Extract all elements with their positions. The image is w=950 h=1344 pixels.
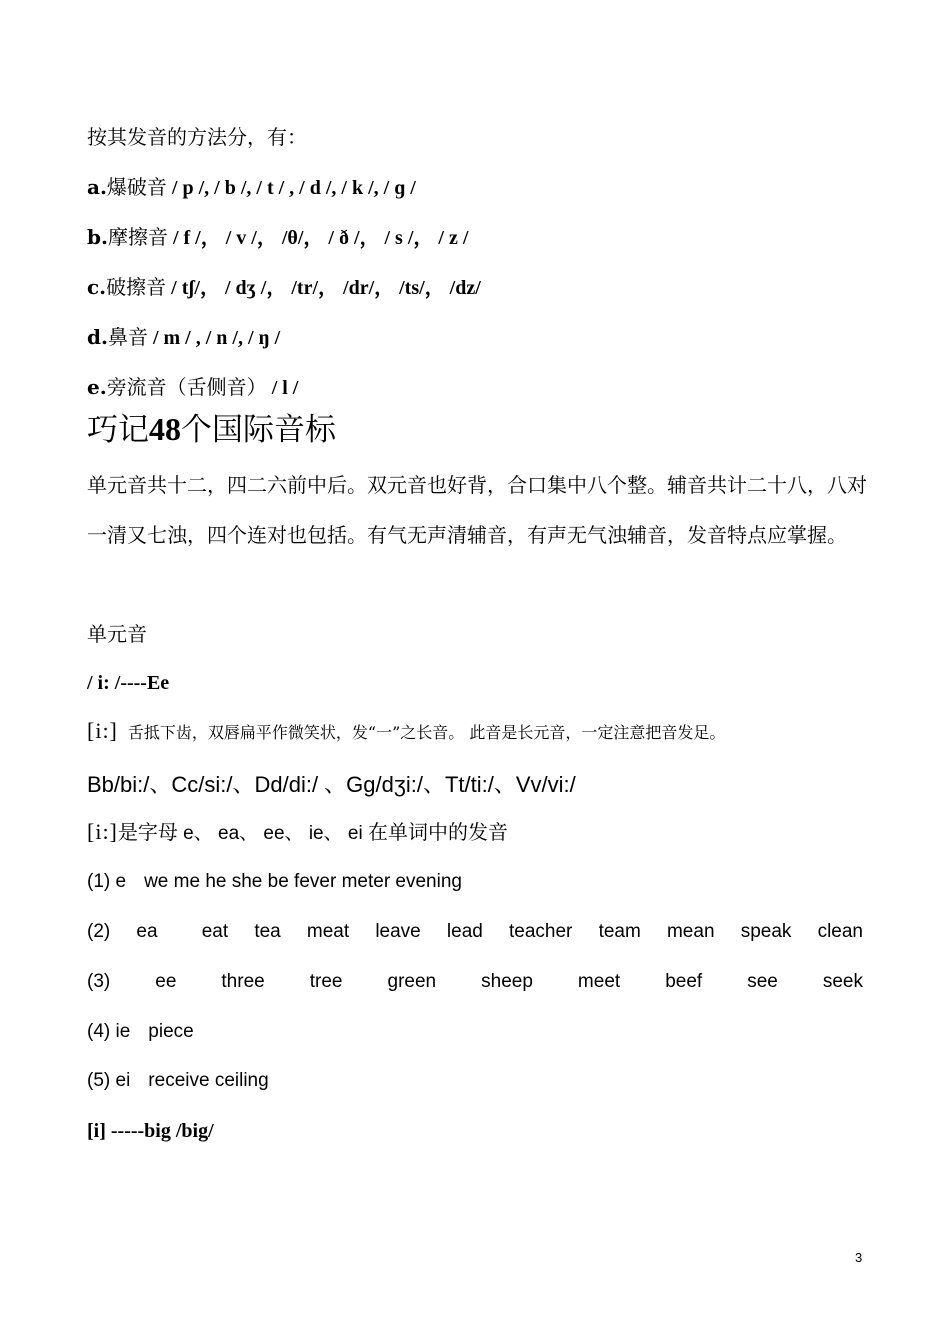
example-words: receive ceiling: [148, 1070, 269, 1091]
method-sounds: / l /: [266, 377, 299, 399]
methods-intro: 按其发音的方法分，有：: [87, 125, 307, 149]
method-letter: e.: [87, 375, 107, 399]
example-item: teacher: [509, 921, 573, 942]
example-item: (3): [87, 971, 111, 992]
example-row-2: [87, 921, 863, 943]
letters-line: Bb/bi:/、Cc/si:/、Dd/di:/ 、Gg/dʒi:/、Tt/ti:/、Vv/vi:/: [87, 772, 576, 797]
example-item: team: [598, 921, 641, 942]
method-name: 旁流音（舌侧音）: [106, 375, 267, 399]
example-item: tree: [309, 971, 343, 992]
example-item: see: [747, 971, 778, 992]
spelling-line: [87, 816, 508, 845]
ipa-symbol: [i:]: [87, 819, 118, 844]
method-fricative: [87, 221, 468, 250]
method-sounds: / tʃ/， / dʒ /， /tr/， /dr/， /ts/， /dz/: [166, 277, 481, 299]
method-name: 鼻音: [107, 325, 148, 349]
method-lateral: [87, 371, 298, 400]
example-item: seek: [822, 971, 863, 992]
method-sounds: / m / , / n /, / ŋ /: [147, 327, 281, 349]
title-number: 48: [149, 411, 181, 447]
example-words: we me he she be fever meter evening: [144, 871, 462, 892]
spelling-text-end: 在单词中的发音: [367, 820, 508, 844]
method-letter: c.: [87, 275, 107, 299]
title-pre: 巧记: [87, 412, 149, 448]
example-item: eat: [201, 921, 229, 942]
example-item: tea: [254, 921, 281, 942]
long-i-desc-text: 舌抵下齿，双唇扁平作微笑状，发“一”之长音。 此音是长元音，一定注意把音发足。: [127, 723, 726, 742]
example-row-5: [87, 1070, 269, 1092]
example-item: lead: [446, 921, 483, 942]
page-number: 3: [855, 1250, 863, 1265]
short-i-heading: [i] -----big /big/: [87, 1120, 214, 1142]
spelling-text: 是字母: [117, 820, 178, 844]
example-row-1: [87, 871, 462, 893]
spelling-letters: e、 ea、 ee、 ie、 ei: [177, 823, 368, 844]
example-item: three: [221, 971, 265, 992]
method-name: 摩擦音: [107, 225, 168, 249]
example-label: (5) ei: [87, 1070, 131, 1091]
section-title: [87, 404, 336, 449]
example-item: ea: [136, 921, 158, 942]
method-nasal: [87, 321, 280, 350]
title-post: 个国际音标: [181, 412, 336, 448]
example-item: mean: [666, 921, 715, 942]
long-i-description: [87, 718, 725, 744]
example-item: speak: [740, 921, 792, 942]
example-words: piece: [148, 1021, 194, 1042]
example-item: clean: [817, 921, 863, 942]
example-item: green: [387, 971, 437, 992]
method-affricate: [87, 271, 481, 300]
ipa-symbol: [i:]: [87, 718, 118, 743]
example-item: meet: [577, 971, 621, 992]
method-letter: d.: [87, 325, 108, 349]
example-item: (2): [87, 921, 111, 942]
example-item: sheep: [481, 971, 533, 992]
monophthong-heading: 单元音: [87, 622, 147, 646]
example-row-3: [87, 971, 863, 993]
method-plosive: [87, 171, 416, 200]
method-sounds: / f /， / v /， /θ/， / ð /， / s /， / z /: [167, 227, 469, 249]
method-name: 爆破音: [106, 175, 167, 199]
mnemonic-verse: 单元音共十二，四二六前中后。双元音也好背，合口集中八个整。辅音共计二十八，八对一清又七浊，四个连对也包括。有气无声清辅音，有声无气浊辅音，发音特点应掌握。: [87, 473, 867, 547]
method-sounds: / p /, / b /, / t / , / d /, / k /, / ɡ /: [166, 177, 416, 199]
example-item: beef: [665, 971, 703, 992]
example-item: meat: [306, 921, 350, 942]
example-item: leave: [375, 921, 421, 942]
example-label: (4) ie: [87, 1021, 131, 1042]
method-letter: b.: [87, 225, 108, 249]
method-letter: a.: [87, 175, 107, 199]
method-name: 破擦音: [106, 275, 167, 299]
example-row-4: [87, 1021, 194, 1043]
ee-heading: / i: /----Ee: [87, 672, 170, 694]
example-label: (1) e: [87, 871, 127, 892]
example-item: ee: [155, 971, 177, 992]
